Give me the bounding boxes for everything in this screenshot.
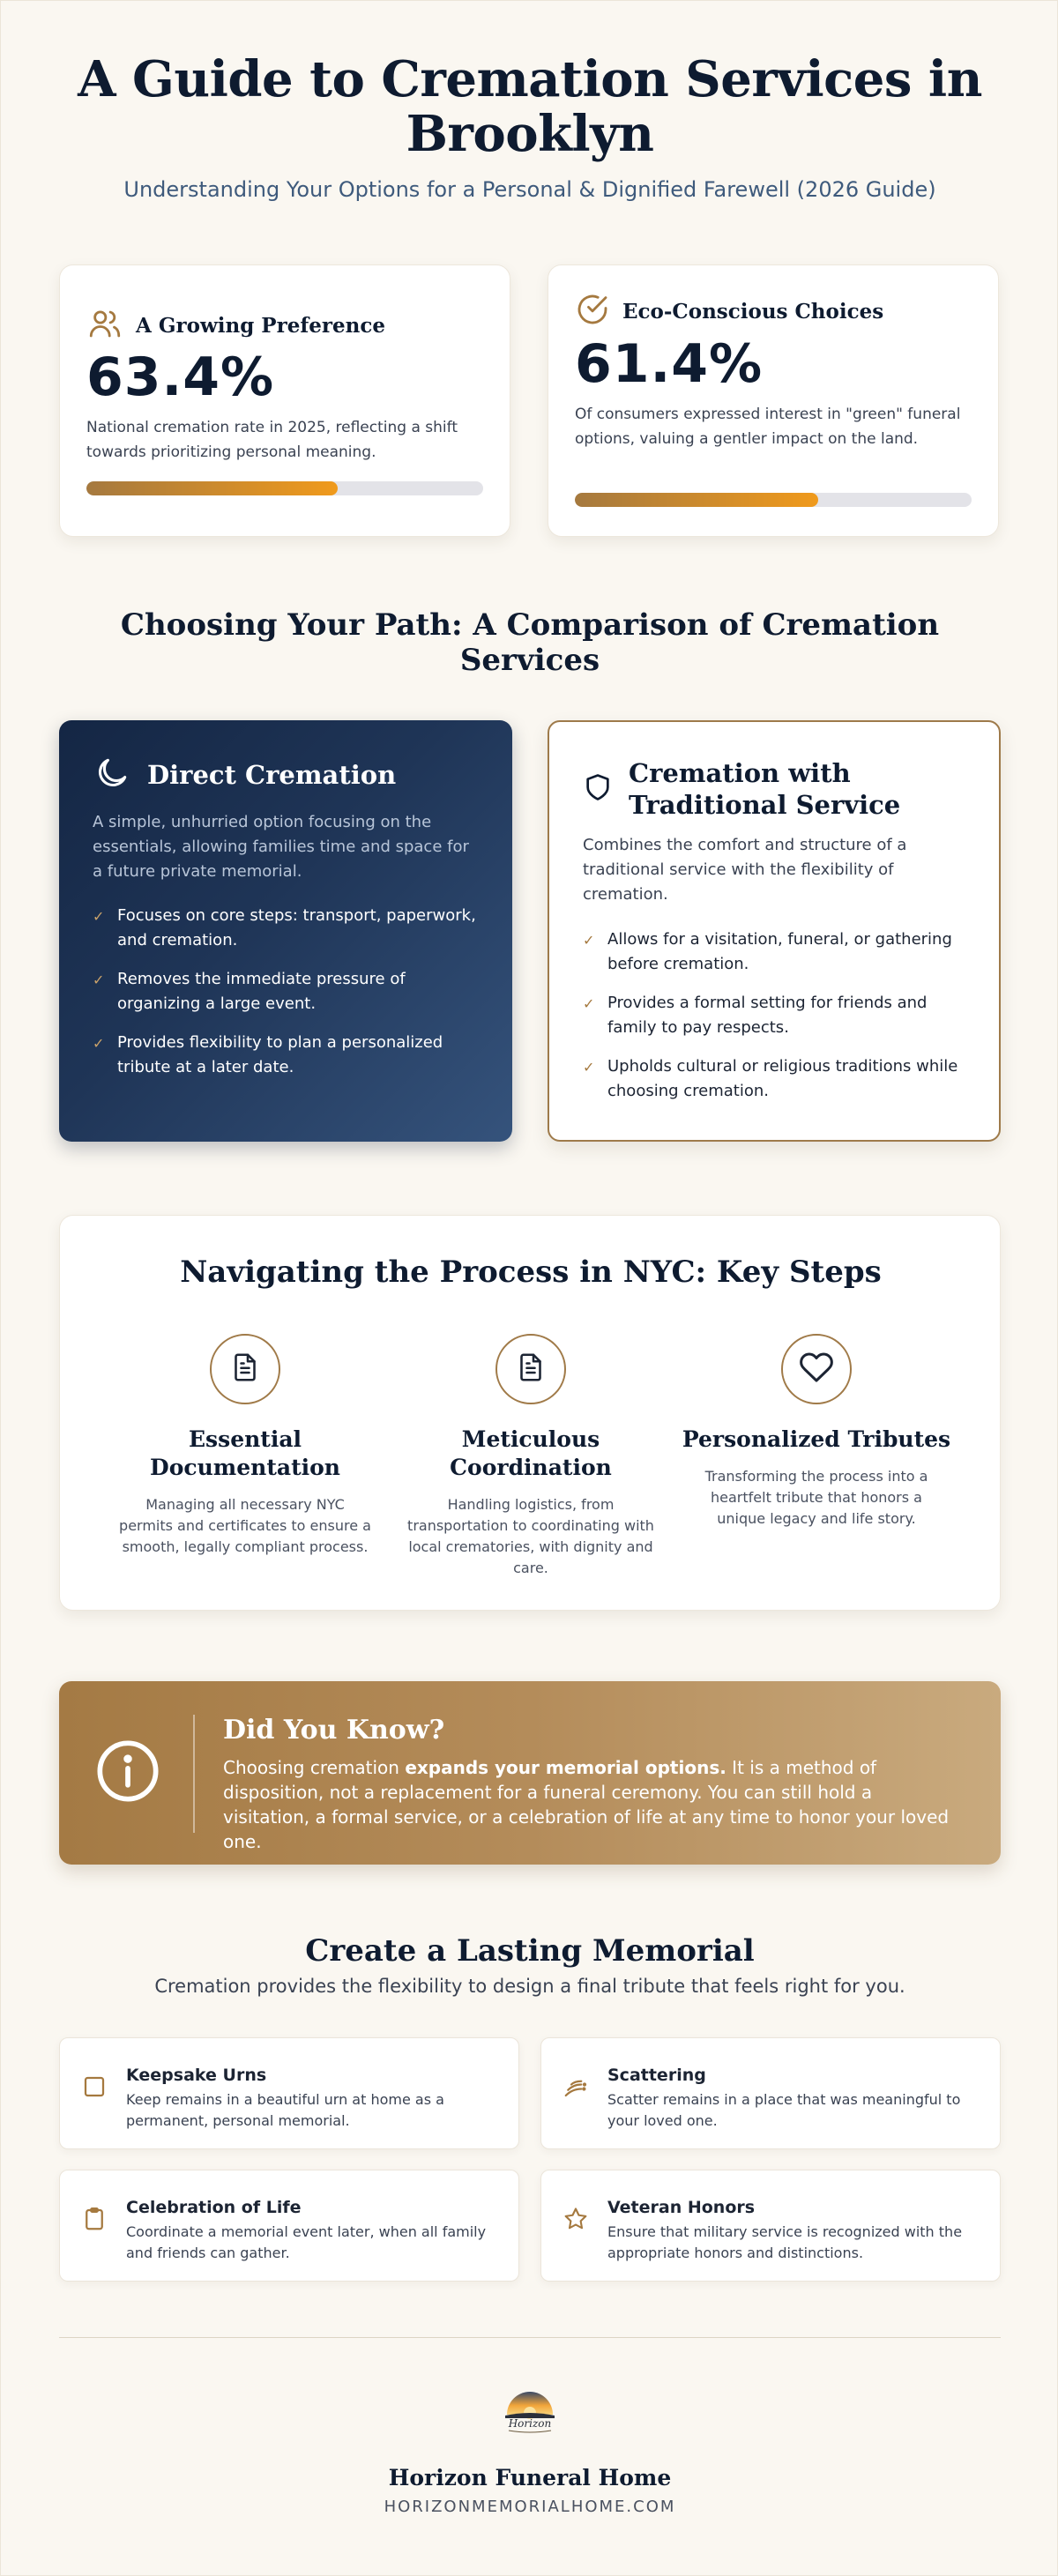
stat-card-eco-conscious [548, 264, 999, 537]
page-title: A Guide to Cremation Services in Brooklyn [78, 50, 982, 163]
stat-value: 63.4% [86, 346, 275, 408]
stat-card-growing-preference [59, 264, 510, 537]
step-description: Transforming the process into a heartfelt tribute that honors a unique legacy and life story. [704, 1468, 928, 1527]
step-description: Handling logistics, from transportation to coordinating with local crematories, with dignity and care. [407, 1496, 654, 1576]
option-veteran-honors [540, 2170, 1001, 2282]
progress-bar [86, 481, 483, 495]
info-icon [94, 1738, 161, 1808]
step-documentation [104, 1334, 386, 1558]
step-icon-circle [495, 1334, 566, 1404]
direct-cremation-card [59, 720, 512, 1142]
footer-divider [59, 2337, 1001, 2338]
card-points [93, 904, 485, 1094]
list-item: ✓ Allows for a visitation, funeral, or gathering before cremation. [583, 930, 952, 973]
card-header [583, 757, 920, 821]
step-tributes [675, 1334, 957, 1530]
step-description: Managing all necessary NYC permits and certificates to ensure a smooth, legally compliant process. [119, 1496, 371, 1555]
card-intro: A simple, unhurried option focusing on the essentials, allowing families time and space for a future private memorial. [93, 813, 469, 881]
option-description: Coordinate a memorial event later, when all family and friends can gather. [126, 2223, 487, 2261]
did-you-know-banner [59, 1681, 1001, 1865]
divider [193, 1715, 195, 1833]
list-item: ✓ Upholds cultural or religious traditions while choosing cremation. [583, 1057, 958, 1100]
logo-text: Horizon [508, 2417, 552, 2430]
comparison-title: Choosing Your Path: A Comparison of Cremation Services [120, 607, 940, 678]
people-icon [86, 305, 123, 346]
list-item: ✓ Provides flexibility to plan a personalized tribute at a later date. [93, 1033, 443, 1076]
stat-value: 61.4% [575, 333, 764, 395]
check-icon: ✓ [93, 972, 105, 988]
step-title: Personalized Tributes [682, 1426, 951, 1452]
website-link[interactable]: HORIZONMEMORIALHOME.COM [384, 2498, 676, 2516]
urn-square-icon [81, 2073, 108, 2103]
check-icon: ✓ [583, 932, 595, 949]
check-icon: ✓ [93, 908, 105, 925]
list-item: ✓ Provides a formal setting for friends and family to pay respects. [583, 994, 928, 1037]
check-icon: ✓ [583, 995, 595, 1012]
option-celebration-of-life [59, 2170, 519, 2282]
option-description: Ensure that military service is recognized with the appropriate honors and distinctions. [607, 2223, 963, 2261]
check-circle-icon [575, 292, 610, 331]
banner-heading: Did You Know? [223, 1715, 445, 1746]
card-title: Direct Cremation [147, 760, 397, 790]
option-scattering [540, 2037, 1001, 2149]
traditional-service-card [548, 720, 1001, 1142]
stat-card-header [86, 305, 385, 346]
clipboard-icon [81, 2206, 108, 2236]
brand-name: Horizon Funeral Home [388, 2465, 672, 2490]
stat-label: Eco-Conscious Choices [622, 299, 884, 324]
page-subtitle: Understanding Your Options for a Personal & Dignified Farewell (2026 Guide) [123, 177, 936, 202]
moon-icon [93, 754, 131, 796]
list-item: ✓ Focuses on core steps: transport, paperwork, and cremation. [93, 906, 476, 949]
process-title: Navigating the Process in NYC: Key Steps [180, 1254, 882, 1290]
check-icon: ✓ [583, 1059, 595, 1076]
option-title: Scattering [607, 2066, 706, 2085]
progress-fill [575, 493, 818, 507]
step-title: Meticulous Coordination [450, 1426, 612, 1480]
star-icon [563, 2206, 589, 2236]
stat-label: A Growing Preference [136, 313, 385, 338]
shield-icon [583, 772, 613, 806]
memorial-subtitle: Cremation provides the flexibility to design a final tribute that feels right for you. [154, 1976, 905, 1997]
step-icon-circle [781, 1334, 852, 1404]
check-icon: ✓ [93, 1035, 105, 1052]
step-coordination [390, 1334, 672, 1579]
card-header [93, 754, 396, 796]
horizon-logo [496, 2386, 563, 2439]
progress-fill [86, 481, 338, 495]
option-keepsake-urns [59, 2037, 519, 2149]
list-item: ✓ Removes the immediate pressure of organizing a large event. [93, 970, 406, 1013]
step-icon-circle [210, 1334, 280, 1404]
option-title: Veteran Honors [607, 2198, 756, 2217]
progress-bar [575, 493, 972, 507]
memorial-title: Create a Lasting Memorial [305, 1933, 755, 1969]
wind-icon [563, 2073, 589, 2103]
document-icon [229, 1351, 261, 1387]
process-card [59, 1215, 1001, 1611]
option-description: Scatter remains in a place that was meaningful to your loved one. [607, 2091, 961, 2129]
document-icon [515, 1351, 547, 1387]
option-title: Keepsake Urns [126, 2066, 267, 2085]
stat-description: National cremation rate in 2025, reflecting a shift towards prioritizing personal meaning. [86, 419, 458, 461]
stat-card-header [575, 292, 883, 331]
option-title: Celebration of Life [126, 2198, 302, 2217]
card-points [583, 927, 975, 1118]
card-intro: Combines the comfort and structure of a traditional service with the flexibility of cremation. [583, 836, 907, 904]
step-title: Essential Documentation [150, 1426, 340, 1480]
card-title: Cremation with Traditional Service [629, 758, 901, 820]
stat-description: Of consumers expressed interest in "green" funeral options, valuing a gentler impact on the land. [575, 406, 961, 448]
option-description: Keep remains in a beautiful urn at home as a permanent, personal memorial. [126, 2091, 444, 2129]
heart-icon [799, 1350, 834, 1389]
banner-text: Choosing cremation expands your memorial options. It is a method of disposition, not a replacement for a funeral ceremony. You can still hold a visitation, a formal service, or a celebration of life at any time to honor your loved one. [223, 1757, 950, 1852]
